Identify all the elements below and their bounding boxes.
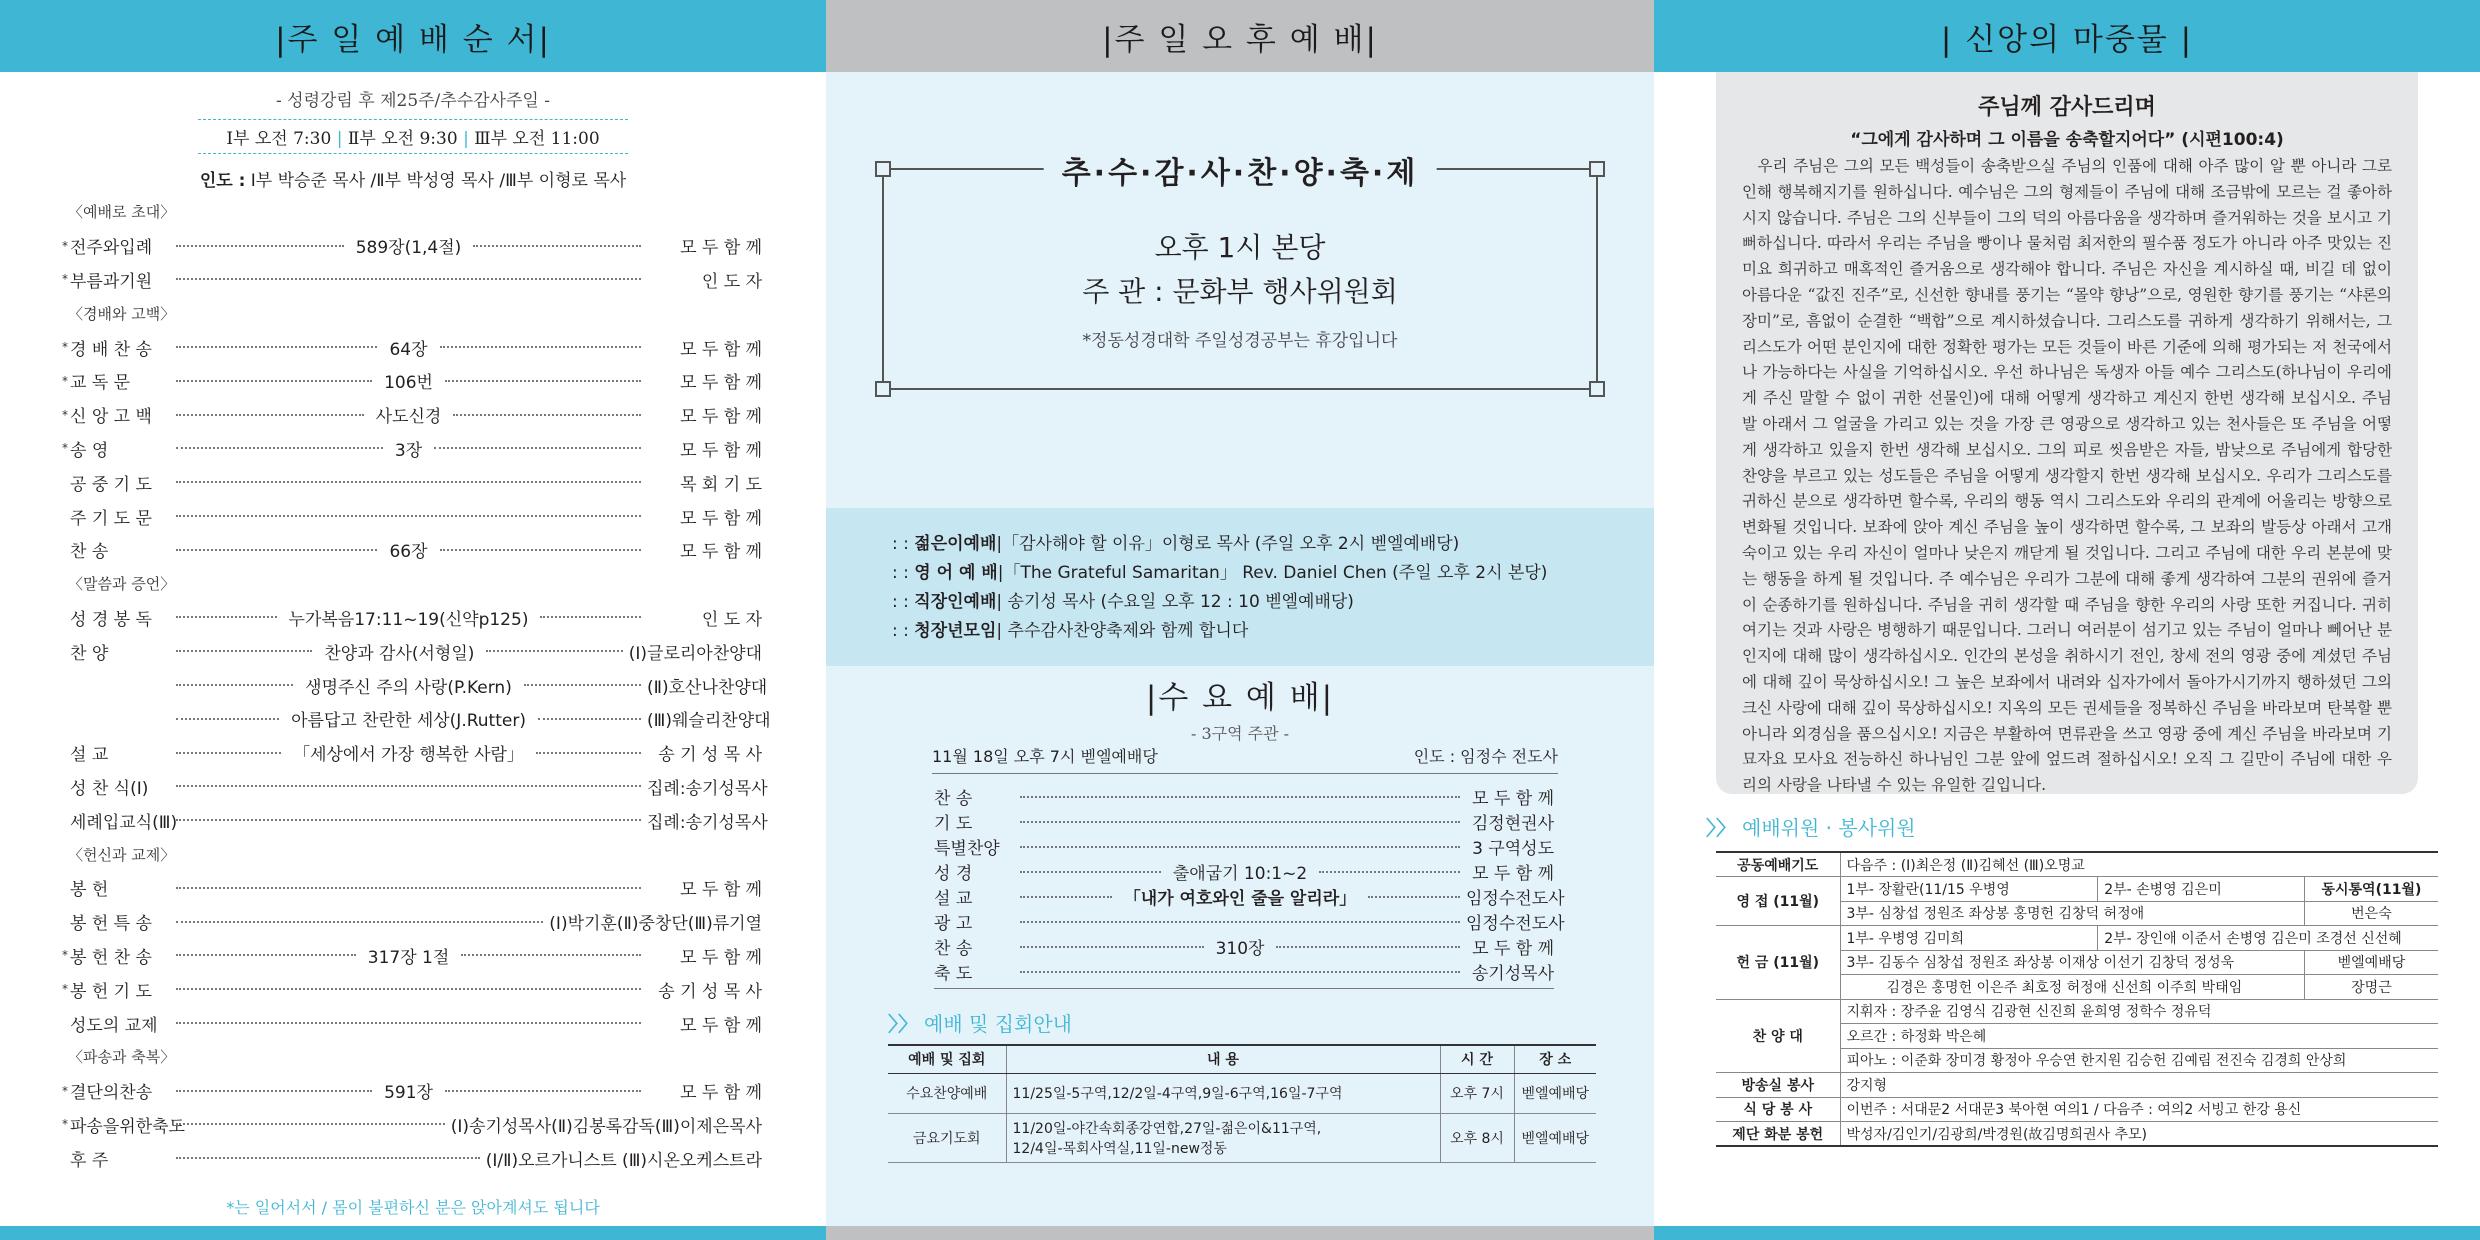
wednesday-item-label: 광 고 — [934, 914, 973, 934]
table-cell: 오후 8시 — [1440, 1113, 1514, 1162]
festival-time: 오후 1시 본당 — [1154, 231, 1326, 264]
leader-dots — [176, 887, 641, 889]
order-item-detail: 3장 — [394, 440, 423, 461]
order-item-leader: 인 도 자 — [701, 609, 762, 630]
order-item-leader: (Ⅰ)송기성목사(Ⅱ)김봉록감독(Ⅲ)이제은목사 — [450, 1116, 762, 1137]
table-row — [888, 1113, 1596, 1162]
devotional-body: 우리 주님은 그의 모든 백성들이 송축받으실 주님의 인품에 대해 아주 많이 알 뿐 아니라 그로 인해 행복해지기를 원하십니다. 예수님은 그의 형제들이 주님에 대해 조금밖에 모르는 걸 좋아하시지 않습니다. 주님은 그의 신부들이 그의 덕의 아름다움을 생각하며 즐거워하는 것을 보시고 기뻐하십니다. 따라서 우리는 주님을 빵이나 물처럼 최저한의 필수품 정도가 아니라 아주 맛있는 진미요 희귀하고 매혹적인 즐거움으로 생각해야 합니다. 주님은 자신을 계시하실 때, 비길 데 없이 아름다운 “값진 진주”로, 신선한 향내를 풍기는 “몰약 향낭”으로, 영원한 향기를 풍기는 “샤론의 장미”로, 흠없이 순결한 “백합”으로 계시하셨습니다. 그리스도를 귀하게 생각하기 위해서는, 그리스도가 어떤 분인지에 대한 정확한 평가는 모든 것들이 바른 기준에 의해 평가되는 저 천국에서나 가능하다는 사실을 기억하십시오. 우선 하나님은 독생자 아들 예수 그리스도(하나님이 우리에게 주신 말할 수 없이 귀한 선물인)에 대해 어떻게 생각하고 계신지 한번 생각해 보십시오. 주님 발 아래서 그 얼굴을 가리고 있는 것을 가장 큰 영광으로 생각하고 있는 천사들은 또 주님을 어떻게 생각하고 있을지 한번 생각해 보십시오. 그의 피로 씻음받은 자들, 밤낮으로 주님에게 합당한 찬양을 부르고 있는 성도들은 주님을 어떻게 생각할지 한번 생각해 보십시오. 우리가 그리스도를 귀하신 분으로 생각하면 할수록, 우리의 행동 역시 그리스도와 우리의 관계에 어울리는 방향으로 변화될 것입니다. 보좌에 앉아 계신 주님을 높이 생각하면 할수록, 그 보좌의 발등상 아래서 고개 숙이고 있는 우리 자신이 얼마나 낮은지 깨닫게 될 것입니다. 그리고 주님에 대한 우리 본분에 맞는 행동을 하게 될 것입니다. 주 예수님은 우리가 그분에 대해 좋게 생각하여 그분의 권위에 즐거이 순종하기를 원하십니다. 주님을 귀히 생각할 때 주님을 향한 우리의 사랑 또한 커집니다. 귀히 여기는 것과 사랑은 병행하기 때문입니다. 그러니 여러분이 섬기고 있는 주님이 얼마나 뻬어난 분인지에 대해 많이 생각하십시오. 인간의 본성을 취하시기 전인, 창세 전의 영광 중에 계셨던 주님에 대해 깊이 묵상하십시오! 그 높은 보좌에서 내려와 십자가에서 돌아가시기까지 행하셨던 그의 크신 사랑에 대해 깊이 묵상하십시오! 지옥의 모든 권세들을 정복하신 주님을 바라보며 탄복할 뿐 아니라 외경심을 품으십시오! 지금은 부활하여 면류관을 쓰고 영광 중에 계신 주님을 바라보며 기묘자요 모사요 전능하신 하나님인 그분 앞에 엎드려 절하십시오! 오직 그 길만이 주님에 대한 우리의 사랑을 나타낼 수 있는 유일한 길입니다. — [1742, 157, 2392, 795]
leaders-names: Ⅰ부 박승준 목사 /Ⅱ부 박성영 목사 /Ⅲ부 이형로 목사 — [250, 171, 627, 191]
leader-dots — [540, 616, 641, 618]
leader-dots — [176, 1157, 480, 1159]
order-item-label: 봉 헌 찬 송 — [70, 947, 152, 968]
table-row: 김경은 홍명헌 이은주 최호정 허정애 신선희 이주희 박태임 장명근 — [1716, 975, 2438, 1000]
schedule-col-header: 장 소 — [1514, 1045, 1596, 1073]
festival-frame — [882, 156, 1598, 390]
order-item-label: 설 교 — [70, 745, 109, 766]
order-item-leader: 송 기 성 목 사 — [658, 745, 763, 766]
table-row: 3부- 심창섭 정원조 좌상봉 홍명헌 김창덕 허정애 번은숙 — [1716, 901, 2438, 926]
wednesday-item-label: 기 도 — [934, 814, 973, 834]
order-item — [62, 229, 762, 263]
leader-dots — [176, 616, 277, 618]
wednesday-item-leader: 모 두 함 께 — [1472, 789, 1554, 809]
order-item-label: 송 영 — [70, 440, 109, 461]
leader-dots — [176, 921, 543, 923]
leader-dots — [473, 245, 641, 247]
wednesday-host: - 3구역 주관 - — [1190, 724, 1290, 743]
order-item-label: 봉 헌 — [70, 880, 109, 901]
order-item-detail: 589장(1,4절) — [355, 238, 462, 259]
required-mark: * — [62, 407, 68, 422]
order-item-label: 결단의찬송 — [70, 1083, 153, 1104]
table-cell: 벧엘예배당 — [1514, 1113, 1596, 1162]
leader-dots — [1020, 821, 1460, 823]
order-item-label: 후 주 — [70, 1150, 109, 1171]
leader-dots — [445, 380, 641, 382]
footer-bar — [0, 1226, 826, 1240]
devotional-column — [1654, 0, 2480, 1240]
leader-dots — [176, 752, 281, 754]
order-item-label: 파송을위한축도 — [70, 1116, 185, 1137]
service-time-2: Ⅱ부 오전 9:30 — [347, 129, 458, 149]
leader-dots — [176, 1022, 641, 1024]
leader-dots — [1368, 896, 1460, 898]
leader-dots — [176, 650, 312, 652]
order-item — [62, 398, 762, 432]
order-item-leader: 모 두 함 께 — [680, 1015, 762, 1036]
leaders-label: 인도 : — [199, 171, 246, 191]
leader-dots — [440, 549, 641, 551]
other-service-item — [892, 530, 1654, 559]
leader-dots — [176, 1123, 445, 1125]
order-item-leader: (Ⅰ)박기훈(Ⅱ)중창단(Ⅲ)류기열 — [549, 914, 762, 935]
section-label: 〈헌신과 교제〉 — [68, 845, 176, 864]
order-item — [62, 770, 768, 804]
order-item — [62, 803, 768, 837]
other-service-name: 젊은이예배 — [914, 534, 997, 554]
leader-dots — [1020, 921, 1460, 923]
order-item — [62, 1006, 762, 1040]
liturgical-week: - 성령강림 후 제25주/추수감사주일 - — [276, 91, 550, 111]
leader-dots — [176, 988, 641, 990]
service-leaders — [0, 166, 826, 191]
table-cell: 11/20일-야간속회종강연합,27일-젊은이&11구역, 12/4일-목회사역실,11일-new정동 — [1006, 1113, 1440, 1162]
order-item-label: 성도의 교제 — [70, 1015, 158, 1036]
wednesday-item — [934, 934, 1554, 959]
table-cell: 금요기도회 — [888, 1113, 1006, 1162]
order-item — [62, 465, 762, 499]
required-mark: * — [62, 1083, 68, 1098]
leader-dots — [453, 414, 641, 416]
wednesday-item-label: 성 경 — [934, 864, 973, 884]
leader-dots — [176, 718, 279, 720]
wednesday-item-leader: 송기성목사 — [1471, 964, 1554, 984]
table-row: 공동예배기도 다음주 : (Ⅰ)최은정 (Ⅱ)김혜선 (Ⅲ)오명교 — [1716, 852, 2438, 877]
other-service-name: 직장인예배 — [914, 592, 997, 612]
wednesday-date: 11월 18일 오후 7시 벧엘예배당 — [932, 747, 1158, 766]
devotional-header: | 신앙의 마중물 | — [1654, 0, 2480, 72]
other-service-name: 영 어 예 배 — [914, 563, 998, 583]
wednesday-leader: 인도 : 임정수 전도사 — [1413, 747, 1558, 766]
chevron-right-icon: 〉〉 — [888, 1012, 918, 1036]
table-row: 방송실 봉사 강지형 — [1716, 1073, 2438, 1098]
order-item-leader: (Ⅰ)글로리아찬양대 — [628, 643, 762, 664]
wednesday-item-leader: 임정수전도사 — [1466, 889, 1565, 909]
devotional-title: 주님께 감사드리며 — [1978, 95, 2156, 120]
order-item-detail: 64장 — [389, 339, 428, 360]
wednesday-item — [934, 909, 1565, 934]
required-mark: * — [62, 948, 68, 963]
section-label: 〈말씀과 증언〉 — [68, 575, 176, 594]
wednesday-item-label: 찬 송 — [934, 789, 973, 809]
leader-dots — [176, 684, 293, 686]
order-item — [62, 263, 762, 297]
wednesday-worship — [826, 672, 1654, 984]
service-time-3: Ⅲ부 오전 11:00 — [474, 129, 600, 149]
order-item-label: 경 배 찬 송 — [70, 339, 152, 360]
wednesday-item-label: 축 도 — [934, 964, 973, 984]
order-item — [62, 871, 762, 905]
order-item — [62, 601, 762, 635]
required-mark: * — [62, 1117, 68, 1132]
schedule-table — [888, 1044, 1596, 1163]
leader-dots — [1020, 796, 1460, 798]
order-item-leader: 집례:송기성목사 — [647, 778, 768, 799]
required-mark: * — [62, 441, 68, 456]
order-item — [62, 972, 762, 1006]
leader-dots — [1020, 946, 1204, 948]
order-item — [62, 736, 762, 770]
other-service-name: 청장년모임 — [914, 621, 997, 641]
worship-order-column — [0, 0, 826, 1240]
order-item-leader: 집례:송기성목사 — [647, 812, 768, 833]
order-item — [62, 702, 771, 736]
order-item-detail: 찬양과 감사(서형일) — [324, 643, 475, 664]
wednesday-item-leader: 모 두 함 께 — [1472, 864, 1555, 884]
section-label: 〈예배로 초대〉 — [68, 203, 176, 222]
order-item-leader: 송 기 성 목 사 — [658, 981, 762, 1002]
leader-dots — [440, 346, 641, 348]
table-row: 3부- 김동수 심창섭 정원조 좌상봉 이재상 이선기 김창덕 정성욱 벧엘예배당 — [1716, 950, 2438, 975]
other-service-detail: | 추수감사찬양축제와 함께 합니다 — [996, 621, 1249, 641]
order-item — [62, 939, 762, 973]
afternoon-worship-header: |주 일 오 후 예 배| — [826, 0, 1654, 72]
afternoon-worship-column — [826, 0, 1654, 1240]
order-item-label: 봉 헌 기 도 — [70, 981, 152, 1002]
worship-order-header: |주 일 예 배 순 서| — [0, 0, 826, 72]
wednesday-item — [934, 809, 1554, 834]
order-item-leader: 인 도 자 — [701, 271, 762, 292]
order-item-label: 봉 헌 특 송 — [70, 914, 152, 935]
order-item-leader: 모 두 함 께 — [680, 238, 762, 259]
schedule-col-header: 시 간 — [1440, 1045, 1514, 1073]
leader-dots — [176, 278, 641, 280]
leader-dots — [176, 819, 641, 821]
leader-dots — [1276, 946, 1460, 948]
table-row: 영 접 (11월) 1부- 장활란(11/15 우병영 2부- 손병영 김은미 동시통역(11월) — [1716, 877, 2438, 902]
devotional-box — [1716, 72, 2418, 794]
leader-dots — [176, 380, 372, 382]
wednesday-item — [934, 884, 1565, 909]
leader-dots — [1020, 846, 1460, 848]
order-item-label: 주 기 도 문 — [70, 508, 152, 529]
order-item-detail: 생명주신 주의 사랑(P.Kern) — [305, 677, 512, 698]
leader-dots — [176, 447, 383, 449]
order-item — [62, 364, 762, 398]
wednesday-item — [934, 859, 1554, 884]
chevron-right-icon: 〉〉 — [1706, 816, 1736, 840]
order-item — [62, 1074, 762, 1108]
order-item-leader: 목 회 기 도 — [680, 474, 762, 495]
table-row: 식 당 봉 사 이번주 : 서대문2 서대문3 북아현 여의1 / 다음주 : 여의2 서빙고 한강 용신 — [1716, 1097, 2438, 1122]
service-times: Ⅰ부 오전 7:30 | Ⅱ부 오전 9:30 | Ⅲ부 오전 11:00 — [198, 119, 628, 154]
leader-dots — [434, 447, 641, 449]
wednesday-item-detail: 310장 — [1215, 939, 1265, 959]
order-item-leader: 모 두 함 께 — [680, 407, 763, 428]
wednesday-item-leader: 3 구역성도 — [1472, 839, 1554, 859]
order-item — [62, 1108, 762, 1142]
wednesday-item — [934, 959, 1554, 984]
leader-dots — [445, 1090, 641, 1092]
wednesday-item-label: 특별찬양 — [934, 839, 1000, 859]
order-list — [62, 195, 771, 1175]
other-service-item — [892, 617, 1654, 646]
order-item — [62, 499, 762, 533]
other-service-detail: |「감사해야 할 이유」이형로 목사 (주일 오후 2시 벧엘예배당) — [996, 534, 1460, 554]
other-service-detail: |「The Grateful Samaritan」 Rev. Daniel Chen (주일 오후 2시 본당) — [997, 563, 1548, 583]
other-service-item — [892, 559, 1654, 588]
festival-title: 추·수·감·사·찬·양·축·제 — [1044, 148, 1437, 192]
order-item — [62, 533, 762, 567]
order-item-detail: 누가복음17:11~19(신약p125) — [288, 609, 529, 630]
schedule-col-header: 예배 및 집회 — [888, 1045, 1006, 1073]
festival-host: 주 관 : 문화부 행사위원회 — [1082, 275, 1398, 308]
order-item-label: 성 경 봉 독 — [70, 609, 152, 630]
footer-bar — [1654, 1226, 2480, 1240]
order-item — [62, 668, 768, 702]
table-row: 피아노 : 이준화 장미경 황정아 우승연 한지원 김승헌 김예림 전진숙 김경희 안상희 — [1716, 1048, 2438, 1073]
leader-dots — [461, 954, 641, 956]
order-item-leader: 모 두 함 께 — [680, 947, 763, 968]
leader-dots — [176, 1090, 372, 1092]
order-item — [62, 1141, 762, 1175]
table-cell: 벧엘예배당 — [1514, 1073, 1596, 1113]
leader-dots — [176, 414, 364, 416]
table-cell: 수요찬양예배 — [888, 1073, 1006, 1113]
leader-dots — [176, 954, 356, 956]
list-marker: : : — [892, 621, 915, 641]
table-row: 오르간 : 하정화 박은혜 — [1716, 1024, 2438, 1049]
table-row: 헌 금 (11월) 1부- 우병영 김미희 2부- 장인애 이준서 손병영 김은미 조경선 신선혜 — [1716, 926, 2438, 951]
devotional-verse: “그에게 감사하며 그 이름을 송축할지어다” (시편100:4) — [1850, 130, 2284, 150]
section-label: 〈파송과 축복〉 — [68, 1048, 176, 1067]
section-label: 〈경배와 고백〉 — [68, 304, 176, 323]
festival-note: *정동성경대학 주일성경공부는 휴강입니다 — [1082, 331, 1398, 351]
order-item-detail: 591장 — [384, 1083, 433, 1104]
schedule-heading: 〉〉 예배 및 집회안내 — [888, 1012, 1072, 1036]
table-row: 찬 양 대 지휘자 : 장주윤 김영식 김광현 신진희 윤희영 정학수 정유덕 — [1716, 999, 2438, 1024]
table-row: 제단 화분 봉헌 박성자/김인기/김광희/박경원(故김명희권사 추모) — [1716, 1122, 2438, 1147]
order-item-detail: 106번 — [384, 373, 433, 394]
order-item-leader: 모 두 함 께 — [680, 542, 762, 563]
table-cell: 11/25일-5구역,12/2일-4구역,9일-6구역,16일-7구역 — [1006, 1073, 1440, 1113]
order-item-detail: 사도신경 — [375, 407, 442, 428]
order-item-leader: 모 두 함 께 — [680, 1083, 762, 1104]
order-item-label: 부름과기원 — [70, 271, 153, 292]
wednesday-order — [934, 784, 1565, 989]
wednesday-item-detail: 출애굽기 10:1~2 — [1172, 864, 1308, 884]
wednesday-title: |수 요 예 배| — [1145, 680, 1335, 716]
order-item-label: 찬 송 — [70, 542, 109, 563]
order-item-label: 공 중 기 도 — [70, 474, 152, 495]
required-mark: * — [62, 982, 68, 997]
order-item — [62, 330, 762, 364]
order-item-label: 교 독 문 — [70, 373, 131, 394]
order-item-leader: (Ⅲ)웨슬리찬양대 — [647, 711, 771, 732]
order-item-leader: 모 두 함 께 — [680, 508, 762, 529]
order-item — [62, 432, 762, 466]
required-mark: * — [62, 340, 68, 355]
leader-dots — [176, 245, 344, 247]
wednesday-item-detail: 「내가 여호와인 줄을 알리라」 — [1123, 889, 1357, 909]
list-marker: : : — [892, 592, 915, 612]
order-item-label: 성 찬 식(Ⅰ) — [70, 778, 149, 799]
leader-dots — [524, 684, 641, 686]
standing-note: *는 일어서서 / 몸이 불편하신 분은 앉아계셔도 됩니다 — [226, 1198, 600, 1217]
leader-dots — [536, 752, 641, 754]
order-item — [62, 905, 762, 939]
leader-dots — [176, 785, 641, 787]
list-marker: : : — [892, 563, 915, 583]
leader-dots — [176, 549, 377, 551]
wednesday-item-leader: 임정수전도사 — [1466, 914, 1565, 934]
leader-dots — [176, 515, 641, 517]
schedule-col-header: 내 용 — [1006, 1045, 1440, 1073]
order-item-label: 찬 양 — [70, 643, 109, 664]
leader-dots — [486, 650, 622, 652]
order-item-detail: 「세상에서 가장 행복한 사람」 — [293, 745, 524, 766]
order-item-leader: (Ⅰ/Ⅱ)오르가니스트 (Ⅲ)시온오케스트라 — [485, 1150, 762, 1171]
order-item-leader: 모 두 함 께 — [680, 339, 762, 360]
wednesday-item-leader: 김정현권사 — [1471, 814, 1554, 834]
table-row — [888, 1073, 1596, 1113]
wednesday-item-leader: 모 두 함 께 — [1472, 939, 1554, 959]
required-mark: * — [62, 238, 68, 253]
required-mark: * — [62, 272, 68, 287]
wednesday-item — [934, 784, 1554, 809]
footer-bar — [826, 1226, 1654, 1240]
table-cell: 오후 7시 — [1440, 1073, 1514, 1113]
committee-table — [1716, 851, 2438, 1147]
other-services-band — [826, 508, 1654, 666]
committee-heading: 〉〉 예배위원 · 봉사위원 — [1706, 816, 1916, 840]
order-item-label: 전주와입례 — [70, 238, 153, 259]
leader-dots — [1319, 871, 1460, 873]
leader-dots — [1020, 871, 1161, 873]
leader-dots — [538, 718, 641, 720]
leader-dots — [1020, 971, 1460, 973]
leader-dots — [1020, 896, 1112, 898]
list-marker: : : — [892, 534, 915, 554]
leader-dots — [176, 346, 377, 348]
other-service-detail: | 송기성 목사 (수요일 오후 12 : 10 벧엘예배당) — [996, 592, 1354, 612]
wednesday-item — [934, 834, 1554, 859]
order-item-label: 세례입교식(Ⅲ) — [70, 812, 178, 833]
order-item-detail: 아름답고 찬란한 세상(J.Rutter) — [291, 711, 526, 732]
order-item — [62, 634, 762, 668]
required-mark: * — [62, 373, 68, 388]
leader-dots — [176, 481, 641, 483]
wednesday-item-label: 찬 송 — [934, 939, 973, 959]
order-item-detail: 317장 1절 — [367, 947, 450, 968]
order-item-detail: 66장 — [389, 542, 428, 563]
wednesday-item-label: 설 교 — [934, 889, 973, 909]
other-service-item — [892, 588, 1654, 617]
order-item-label: 신 앙 고 백 — [70, 407, 152, 428]
service-time-1: Ⅰ부 오전 7:30 — [226, 129, 332, 149]
order-item-leader: 모 두 함 께 — [680, 373, 762, 394]
order-item-leader: 모 두 함 께 — [680, 880, 762, 901]
order-item-leader: 모 두 함 께 — [680, 440, 762, 461]
order-item-leader: (Ⅱ)호산나찬양대 — [647, 677, 768, 698]
